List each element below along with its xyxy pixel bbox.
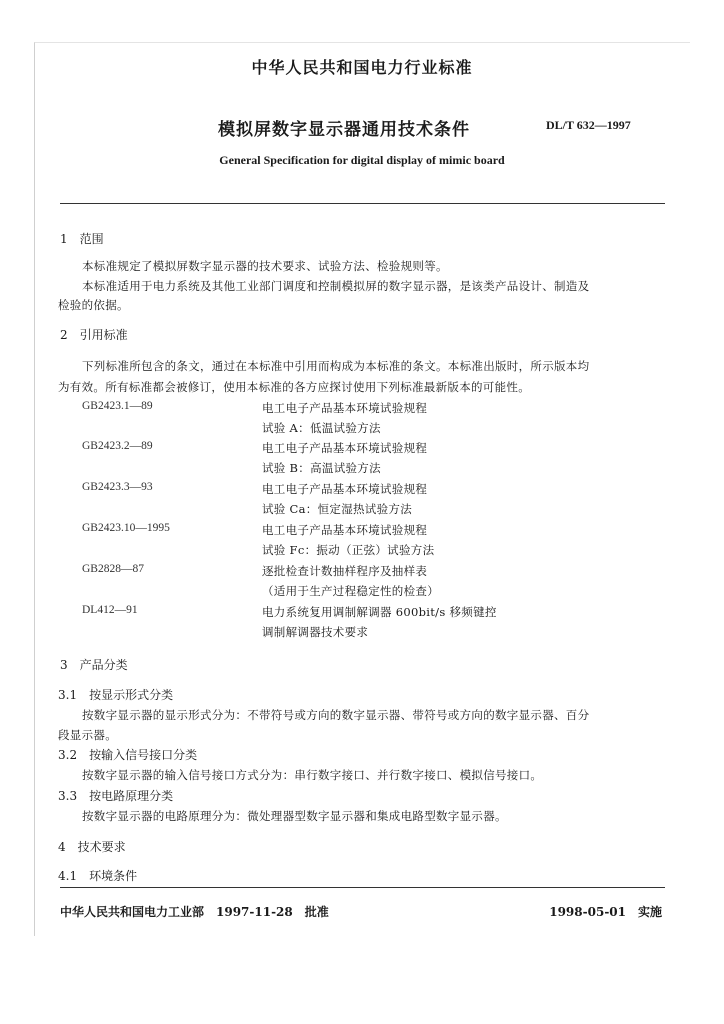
english-title: General Specification for digital display of mimic board (219, 153, 505, 167)
ref-title: 电力系统复用调制解调器 600bit/s 移频键控 (262, 605, 497, 619)
section-4-heading: 4 技术要求 (58, 840, 126, 854)
header-rule (60, 203, 665, 204)
section-1-heading: 1 范围 (60, 232, 104, 246)
approval-line: 中华人民共和国电力工业部 1997-11-28 批准 (60, 905, 329, 919)
section-2-paragraph-line-2: 为有效。所有标准都会被修订，使用本标准的各方应探讨使用下列标准最新版本的可能性。 (58, 380, 530, 394)
section-3-1-text-line-2: 段显示器。 (58, 728, 117, 742)
ref-title: 逐批检查计数抽样程序及抽样表 (262, 564, 428, 578)
ref-title: 电工电子产品基本环境试验规程 (262, 523, 428, 537)
section-3-1-text-line-1: 按数字显示器的显示形式分为：不带符号或方向的数字显示器、带符号或方向的数字显示器、百分 (82, 708, 590, 722)
ref-code: GB2423.1—89 (82, 400, 153, 412)
ref-code: GB2423.3—93 (82, 481, 153, 493)
section-2-heading: 2 引用标准 (60, 328, 128, 342)
industry-standard-heading: 中华人民共和国电力行业标准 (251, 58, 473, 77)
ref-code: GB2423.2—89 (82, 440, 153, 452)
section-3-3-heading: 3.3 按电路原理分类 (58, 789, 174, 803)
ref-title: 电工电子产品基本环境试验规程 (262, 441, 428, 455)
ref-code: GB2828—87 (82, 563, 144, 575)
ref-subtitle: 调制解调器技术要求 (262, 625, 369, 639)
footer-rule (60, 887, 665, 888)
ref-subtitle: 试验 Fc：振动（正弦）试验方法 (262, 543, 435, 557)
ref-subtitle: 试验 B：高温试验方法 (262, 461, 381, 475)
ref-subtitle: 试验 A：低温试验方法 (262, 421, 381, 435)
section-3-2-text: 按数字显示器的输入信号接口方式分为：串行数字接口、并行数字接口、模拟信号接口。 (82, 768, 543, 782)
ref-code: DL412—91 (82, 604, 138, 616)
standard-code: DL/T 632—1997 (546, 118, 631, 132)
section-4-1-heading: 4.1 环境条件 (58, 869, 138, 883)
ref-subtitle: （适用于生产过程稳定性的检查） (262, 584, 439, 598)
implementation-date: 1998-05-01 实施 (549, 905, 662, 919)
section-1-paragraph-2-line-1: 本标准适用于电力系统及其他工业部门调度和控制模拟屏的数字显示器，是该类产品设计、制造及 (82, 279, 590, 293)
ref-subtitle: 试验 Ca：恒定湿热试验方法 (262, 502, 413, 516)
section-3-heading: 3 产品分类 (60, 658, 128, 672)
section-3-1-heading: 3.1 按显示形式分类 (58, 688, 174, 702)
section-2-paragraph-line-1: 下列标准所包含的条文，通过在本标准中引用而构成为本标准的条文。本标准出版时，所示版本均 (82, 359, 590, 373)
ref-title: 电工电子产品基本环境试验规程 (262, 482, 428, 496)
section-3-3-text: 按数字显示器的电路原理分为：微处理器型数字显示器和集成电路型数字显示器。 (82, 809, 507, 823)
section-1-paragraph-1: 本标准规定了模拟屏数字显示器的技术要求、试验方法、检验规则等。 (82, 259, 448, 273)
ref-code: GB2423.10—1995 (82, 522, 170, 534)
document-title: 模拟屏数字显示器通用技术条件 (218, 120, 470, 140)
ref-title: 电工电子产品基本环境试验规程 (262, 401, 428, 415)
section-1-paragraph-2-line-2: 检验的依据。 (58, 298, 129, 312)
section-3-2-heading: 3.2 按输入信号接口分类 (58, 748, 198, 762)
